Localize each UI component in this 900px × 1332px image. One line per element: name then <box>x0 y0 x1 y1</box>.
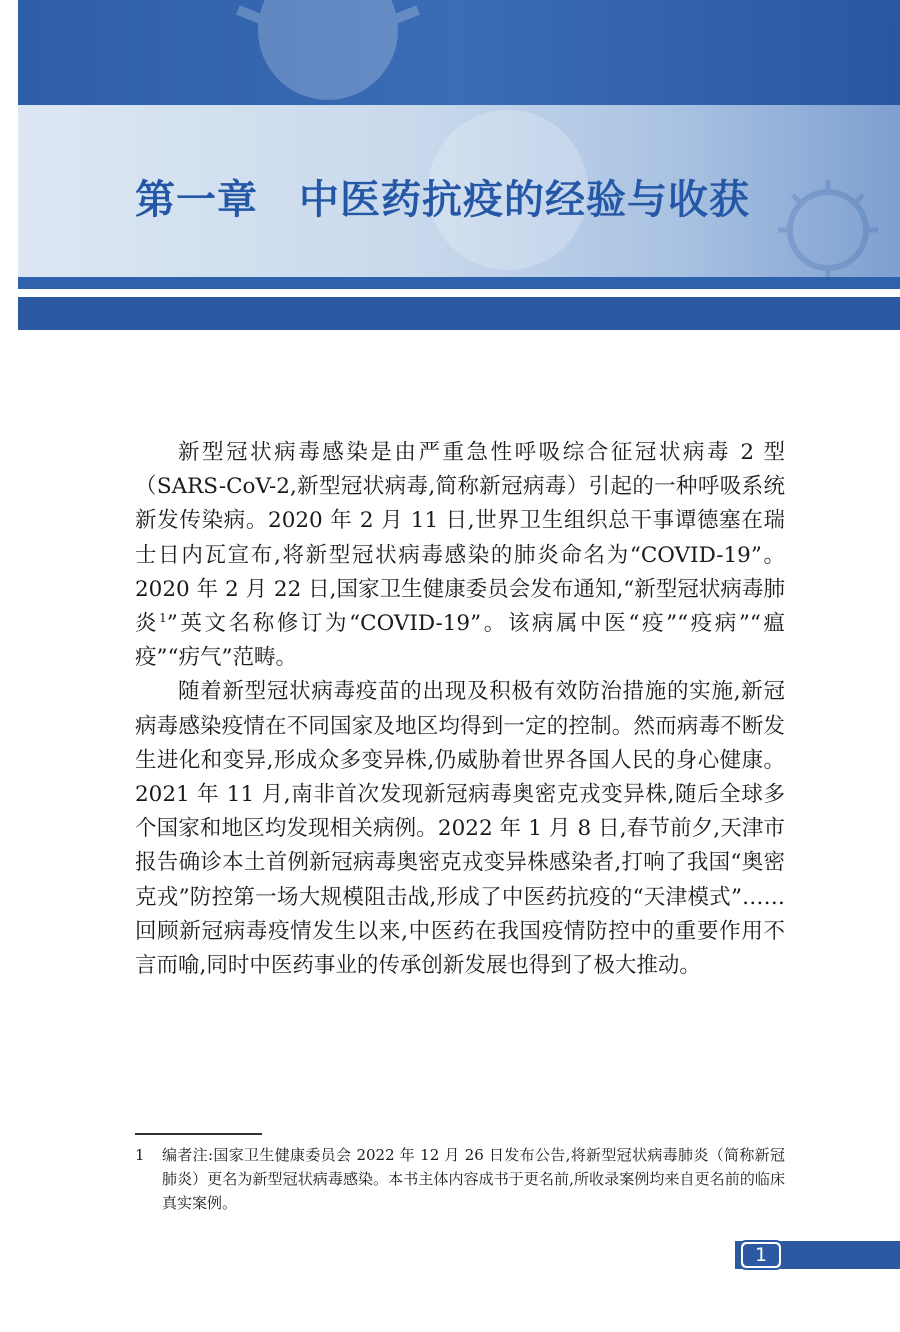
banner-bottom-band <box>18 297 900 330</box>
footnote-marker: 1 <box>159 610 167 625</box>
body-text <box>135 436 785 983</box>
chapter-banner <box>18 0 900 330</box>
page-corner-tab <box>880 0 900 22</box>
paragraph-1 <box>135 436 785 675</box>
footnote-text: 编者注:国家卫生健康委员会 2022 年 12 月 26 日发布公告,将新型冠状病毒肺炎（简称新冠肺炎）更名为新型冠状病毒感染。本书主体内容成书于更名前,所收录案例均来自更名前的临床真实案例。 <box>162 1146 785 1212</box>
footnote-divider <box>135 1133 262 1135</box>
paragraph-1-part-b: ”英文名称修订为“COVID-19”。该病属中医“疫”“疫病”“瘟疫”“疠气”范畴。 <box>135 611 785 671</box>
banner-top-band <box>18 0 900 105</box>
banner-white-stripe <box>18 289 900 297</box>
page-number: 1 <box>743 1244 779 1266</box>
footnote <box>135 1143 785 1215</box>
footnote-number: 1 <box>135 1146 145 1164</box>
paragraph-2: 随着新型冠状病毒疫苗的出现及积极有效防治措施的实施,新冠病毒感染疫情在不同国家及地区均得到一定的控制。然而病毒不断发生进化和变异,形成众多变异株,仍威胁着世界各国人民的身心健康。2021 年 11 月,南非首次发现新冠病毒奥密克戎变异株,随后全球多个国家和地区均发现相关病例。2022 年 1 月 8 日,春节前夕,天津市报告确诊本土首例新冠病毒奥密克戎变异株感染者,打响了我国“奥密克戎”防控第一场大规模阻击战,形成了中医药抗疫的“天津模式”……回顾新冠病毒疫情发生以来,中医药在我国疫情防控中的重要作用不言而喻,同时中医药事业的传承创新发展也得到了极大推动。 <box>135 679 785 979</box>
paragraph-1-part-a: 新型冠状病毒感染是由严重急性呼吸综合征冠状病毒 2 型（SARS-CoV-2,新型冠状病毒,简称新冠病毒）引起的一种呼吸系统新发传染病。2020 年 2 月 11 日,世界卫生组织总干事谭德塞在瑞士日内瓦宣布,将新型冠状病毒感染的肺炎命名为“COVID-19”。2020 年 2 月 22 日,国家卫生健康委员会发布通知,“新型冠状病毒肺炎 <box>135 440 785 637</box>
chapter-title: 第一章 中医药抗疫的经验与收获 <box>135 177 750 223</box>
